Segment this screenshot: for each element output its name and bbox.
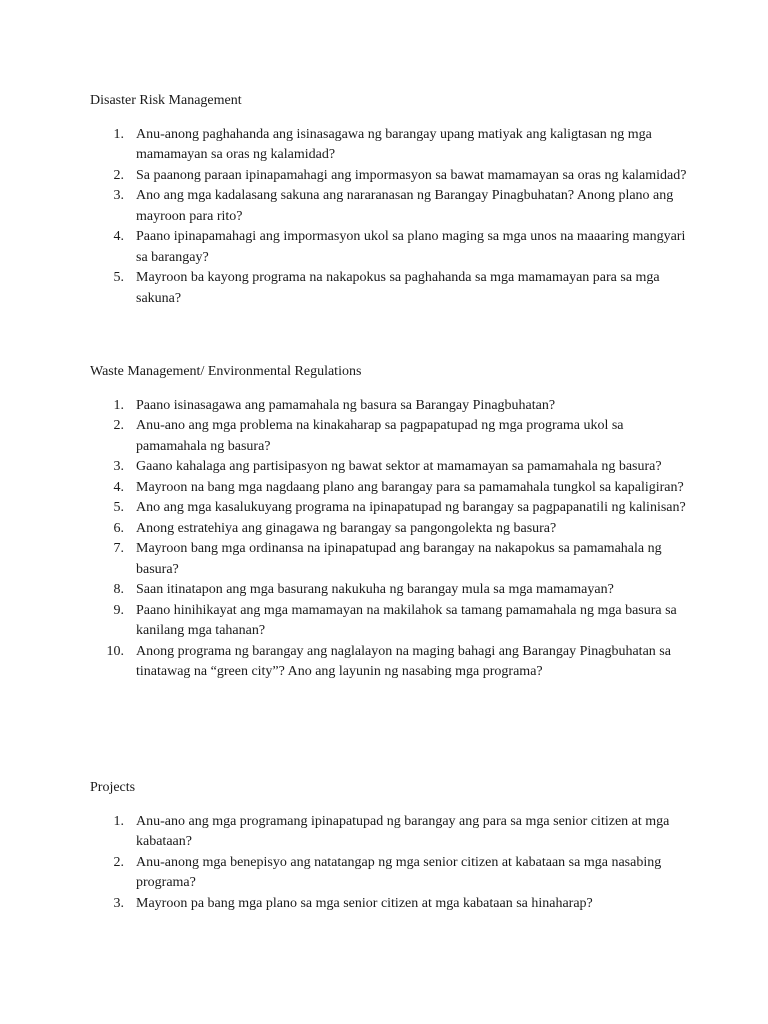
item-number: 2.	[113, 854, 124, 870]
list-item	[90, 642, 690, 683]
question-list	[90, 396, 690, 683]
item-number: 3.	[113, 188, 124, 203]
list-item	[90, 601, 690, 642]
item-text: Paano ipinapamahagi ang impormasyon ukol sa plano maging sa mga unos na maaaring mangyari sa barangay?	[136, 229, 686, 265]
item-number: 1.	[113, 813, 124, 829]
item-number: 3.	[113, 895, 124, 911]
item-text: Paano isinasagawa ang pamamahala ng basura sa Barangay Pinagbuhatan?	[136, 397, 556, 413]
item-number: 1.	[113, 397, 124, 413]
item-number: 8.	[113, 582, 124, 597]
item-number: 5.	[113, 500, 124, 515]
list-item	[90, 227, 690, 268]
list-item	[90, 894, 690, 915]
item-text: Mayroon na bang mga nagdaang plano ang barangay para sa pamamahala tungkol sa kapaligiran?	[136, 479, 684, 495]
section-waste-management	[90, 362, 690, 683]
item-text: Saan itinatapon ang mga basurang nakukuha ng barangay mula sa mga mamamayan?	[136, 582, 614, 597]
item-text: Mayroon pa bang mga plano sa mga senior citizen at mga kabataan sa hinaharap?	[136, 895, 593, 911]
item-text: Ano ang mga kasalukuyang programa na ipinapatupad ng barangay sa pagpapanatili ng kalinisan?	[136, 500, 686, 515]
item-number: 4.	[113, 479, 124, 495]
section-heading: Waste Management/ Environmental Regulations	[90, 364, 362, 379]
list-item	[90, 498, 690, 519]
item-number: 4.	[113, 229, 124, 244]
list-item	[90, 166, 690, 187]
item-text: Anong programa ng barangay ang naglalayon na maging bahagi ang Barangay Pinagbuhatan sa tinatawag na “green city”? Ano ang layunin ng nasabing mga programa?	[136, 643, 671, 679]
list-item	[90, 186, 690, 227]
item-text: Mayroon ba kayong programa na nakapokus sa paghahanda sa mga mamamayan para sa mga sakuna?	[136, 270, 660, 306]
list-item	[90, 268, 690, 309]
question-list	[90, 812, 690, 915]
list-item	[90, 812, 690, 853]
item-text: Anu-anong paghahanda ang isinasagawa ng barangay upang matiyak ang kaligtasan ng mga mamamayan sa oras ng kalamidad?	[136, 126, 652, 162]
item-text: Mayroon bang mga ordinansa na ipinapatupad ang barangay na nakapokus sa pamamahala ng basura?	[136, 541, 662, 577]
list-item	[90, 457, 690, 478]
item-text: Anu-ano ang mga programang ipinapatupad ng barangay ang para sa mga senior citizen at mga kabataan?	[136, 813, 670, 849]
item-number: 3.	[113, 459, 124, 474]
list-item	[90, 519, 690, 540]
item-number: 5.	[113, 270, 124, 285]
item-text: Gaano kahalaga ang partisipasyon ng bawat sektor at mamamayan sa pamamahala ng basura?	[136, 459, 662, 474]
list-item	[90, 125, 690, 166]
list-item	[90, 396, 690, 417]
item-number: 9.	[113, 602, 124, 618]
item-number: 2.	[113, 167, 124, 183]
list-item	[90, 853, 690, 894]
item-number: 2.	[113, 418, 124, 433]
list-item	[90, 416, 690, 457]
item-text: Anong estratehiya ang ginagawa ng barangay sa pangongolekta ng basura?	[136, 520, 557, 536]
item-number: 10.	[106, 643, 124, 659]
item-text: Anu-anong mga benepisyo ang natatangap ng mga senior citizen at kabataan sa mga nasabing programa?	[136, 854, 662, 890]
section-heading: Projects	[90, 780, 136, 795]
list-item	[90, 478, 690, 499]
list-item	[90, 539, 690, 580]
item-number: 7.	[113, 541, 124, 556]
section-projects	[90, 778, 690, 914]
item-text: Sa paanong paraan ipinapamahagi ang impormasyon sa bawat mamamayan sa oras ng kalamidad?	[136, 167, 687, 183]
item-number: 1.	[113, 126, 124, 142]
item-text: Ano ang mga kadalasang sakuna ang nararanasan ng Barangay Pinagbuhatan? Anong plano ang mayroon para rito?	[136, 188, 674, 224]
section-heading: Disaster Risk Management	[90, 93, 242, 108]
question-list	[90, 125, 690, 310]
list-item	[90, 580, 690, 601]
item-text: Paano hinihikayat ang mga mamamayan na makilahok sa tamang pamamahala ng mga basura sa kanilang mga tahanan?	[136, 602, 677, 638]
section-disaster-risk-management	[90, 91, 690, 309]
item-number: 6.	[113, 520, 124, 536]
item-text: Anu-ano ang mga problema na kinakaharap sa pagpapatupad ng mga programa ukol sa pamamahala ng basura?	[136, 418, 624, 454]
